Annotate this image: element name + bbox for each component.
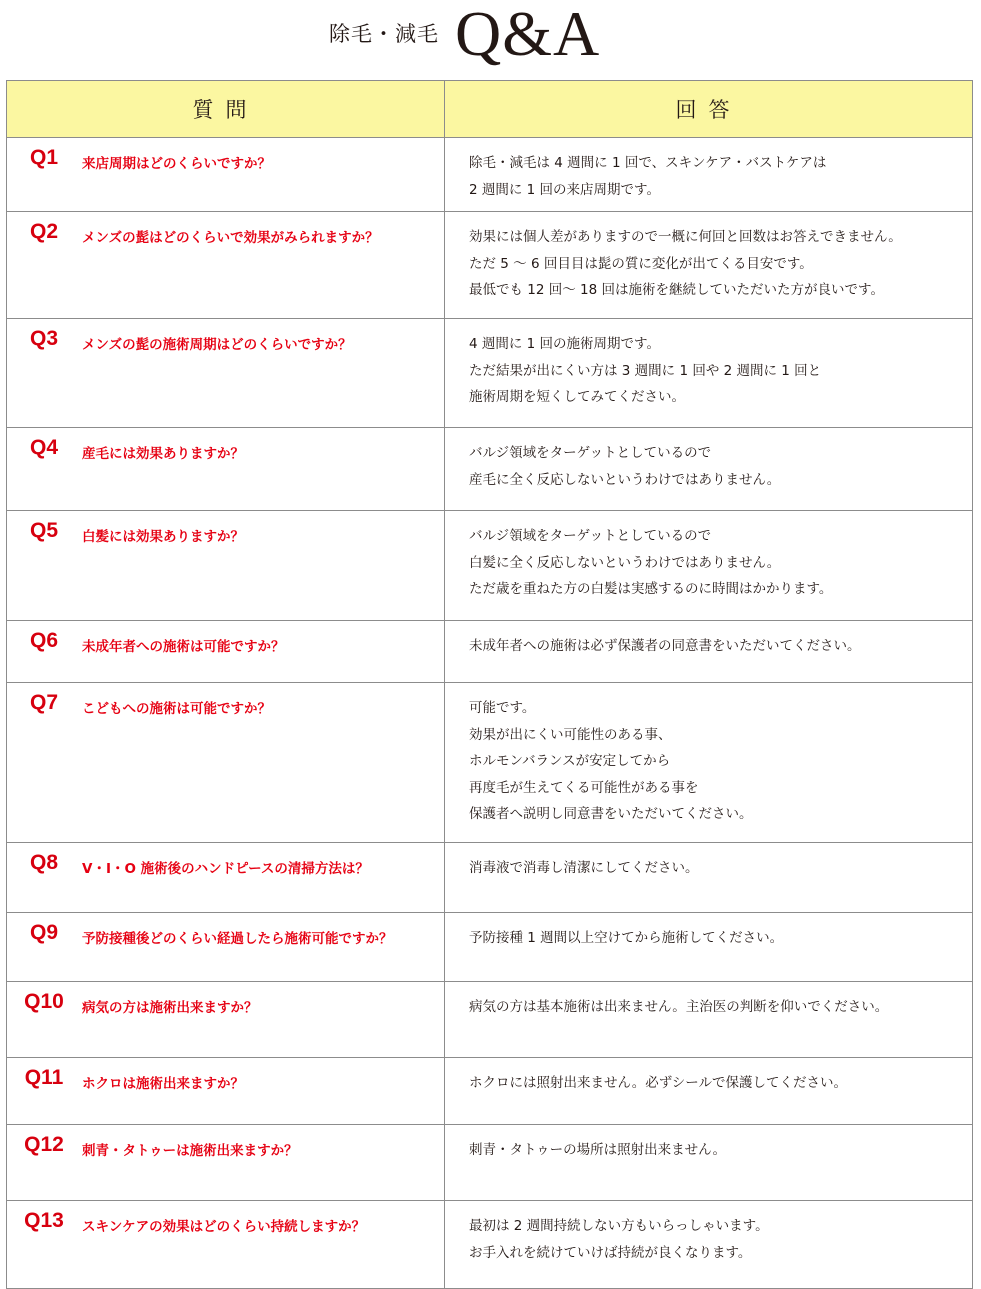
question-number: Q12 xyxy=(24,1133,64,1156)
answer-line: 可能です。 xyxy=(469,700,536,716)
question-text: 未成年者への施術は可能ですか？ xyxy=(82,639,285,655)
title-main: Q&A xyxy=(455,0,601,69)
answer-line: 最初は 2 週間持続しない方もいらっしゃいます。 xyxy=(469,1218,769,1234)
question-cell xyxy=(7,843,445,913)
question-cell xyxy=(7,1125,445,1201)
answer-line: 消毒液で消毒し清潔にしてください。 xyxy=(469,860,699,876)
question-number: Q10 xyxy=(24,990,64,1013)
answer-line: 施術周期を短くしてみてください。 xyxy=(469,389,685,405)
question-cell xyxy=(7,683,445,843)
table-header xyxy=(7,81,973,138)
question-number: Q3 xyxy=(29,327,58,350)
table-row xyxy=(7,1125,973,1201)
table-row xyxy=(7,913,973,982)
answer-cell xyxy=(445,511,973,621)
table-row xyxy=(7,1058,973,1125)
qa-table xyxy=(6,80,973,1289)
answer-line: 除毛・減毛は 4 週間に 1 回で、スキンケア・バストケアは xyxy=(469,155,827,171)
page-title xyxy=(0,0,981,80)
question-cell xyxy=(7,913,445,982)
question-number: Q1 xyxy=(29,146,58,169)
question-number: Q6 xyxy=(29,629,58,652)
table-row xyxy=(7,138,973,212)
question-number: Q13 xyxy=(24,1209,64,1232)
answer-line: 産毛に全く反応しないというわけではありません。 xyxy=(469,471,781,488)
answer-line: 再度毛が生えてくる可能性がある事を xyxy=(469,779,699,796)
answer-cell xyxy=(445,913,973,982)
answer-cell xyxy=(445,982,973,1058)
question-number: Q7 xyxy=(29,691,58,714)
question-text: メンズの髭の施術周期はどのくらいですか？ xyxy=(82,337,352,353)
table-row xyxy=(7,212,973,319)
answer-cell xyxy=(445,1058,973,1125)
question-number: Q11 xyxy=(24,1066,64,1089)
answer-line: 最低でも 12 回〜 18 回は施術を継続していただいた方が良いです。 xyxy=(469,282,884,298)
answer-line: 未成年者への施術は必ず保護者の同意書をいただいてください。 xyxy=(469,638,861,654)
answer-cell xyxy=(445,138,973,212)
answer-cell xyxy=(445,428,973,511)
table-row xyxy=(7,982,973,1058)
question-cell xyxy=(7,511,445,621)
question-text: 刺青・タトゥーは施術出来ますか？ xyxy=(82,1143,298,1159)
question-cell xyxy=(7,138,445,212)
table-row xyxy=(7,511,973,621)
answer-line: 病気の方は基本施術は出来ません。主治医の判断を仰いでください。 xyxy=(469,999,889,1015)
question-text: 病気の方は施術出来ますか？ xyxy=(82,1000,258,1016)
answer-cell xyxy=(445,319,973,428)
question-cell xyxy=(7,621,445,683)
question-text: スキンケアの効果はどのくらい持続しますか？ xyxy=(82,1219,366,1235)
qa-body xyxy=(7,138,973,1289)
title-sub: 除毛・減毛 xyxy=(329,22,439,46)
answer-cell xyxy=(445,1201,973,1289)
question-text: メンズの髭はどのくらいで効果がみられますか？ xyxy=(82,230,379,246)
question-cell xyxy=(7,212,445,319)
table-row xyxy=(7,621,973,683)
answer-line: 白髪に全く反応しないというわけではありません。 xyxy=(469,554,781,571)
table-row xyxy=(7,319,973,428)
question-cell xyxy=(7,1058,445,1125)
answer-cell xyxy=(445,621,973,683)
question-number: Q8 xyxy=(29,851,58,874)
answer-line: 予防接種 1 週間以上空けてから施術してください。 xyxy=(469,930,784,946)
answer-line: ホクロには照射出来ません。必ずシールで保護してください。 xyxy=(469,1075,847,1091)
answer-cell xyxy=(445,1125,973,1201)
question-text: 産毛には効果ありますか？ xyxy=(82,446,244,462)
question-number: Q4 xyxy=(29,436,58,459)
question-number: Q9 xyxy=(29,921,58,944)
question-number: Q5 xyxy=(29,519,58,542)
answer-line: バルジ領域をターゲットとしているので xyxy=(469,445,712,461)
header-answer: 回答 xyxy=(445,81,973,138)
question-cell xyxy=(7,1201,445,1289)
question-cell xyxy=(7,428,445,511)
answer-cell xyxy=(445,212,973,319)
question-text: 予防接種後どのくらい経過したら施術可能ですか？ xyxy=(82,931,393,947)
question-cell xyxy=(7,982,445,1058)
answer-line: ただ 5 〜 6 回目目は髭の質に変化が出てくる目安です。 xyxy=(469,255,813,272)
answer-line: バルジ領域をターゲットとしているので xyxy=(469,528,712,544)
question-text: こどもへの施術は可能ですか？ xyxy=(82,701,271,717)
answer-line: 4 週間に 1 回の施術周期です。 xyxy=(469,336,660,352)
answer-line: 2 週間に 1 回の来店周期です。 xyxy=(469,181,660,198)
answer-line: 効果には個人差がありますので一概に何回と回数はお答えできません。 xyxy=(469,229,902,245)
table-row xyxy=(7,683,973,843)
table-row xyxy=(7,428,973,511)
answer-line: ただ歳を重ねた方の白髪は実感するのに時間はかかります。 xyxy=(469,581,833,597)
answer-line: 刺青・タトゥーの場所は照射出来ません。 xyxy=(469,1142,726,1158)
table-row xyxy=(7,843,973,913)
answer-line: 保護者へ説明し同意書をいただいてください。 xyxy=(469,806,753,822)
table-row xyxy=(7,1201,973,1289)
question-text: V・I・O 施術後のハンドピースの清掃方法は？ xyxy=(82,861,369,877)
answer-cell xyxy=(445,683,973,843)
answer-line: ホルモンバランスが安定してから xyxy=(469,753,671,769)
header-question: 質問 xyxy=(7,81,445,138)
question-number: Q2 xyxy=(29,220,58,243)
answer-cell xyxy=(445,843,973,913)
answer-line: お手入れを続けていけば持続が良くなります。 xyxy=(469,1244,752,1261)
question-text: 白髪には効果ありますか？ xyxy=(82,529,244,545)
answer-line: ただ結果が出にくい方は 3 週間に 1 回や 2 週間に 1 回と xyxy=(469,362,822,379)
question-text: 来店周期はどのくらいですか？ xyxy=(82,156,271,172)
question-text: ホクロは施術出来ますか？ xyxy=(82,1076,244,1092)
question-cell xyxy=(7,319,445,428)
answer-line: 効果が出にくい可能性のある事、 xyxy=(469,726,672,743)
